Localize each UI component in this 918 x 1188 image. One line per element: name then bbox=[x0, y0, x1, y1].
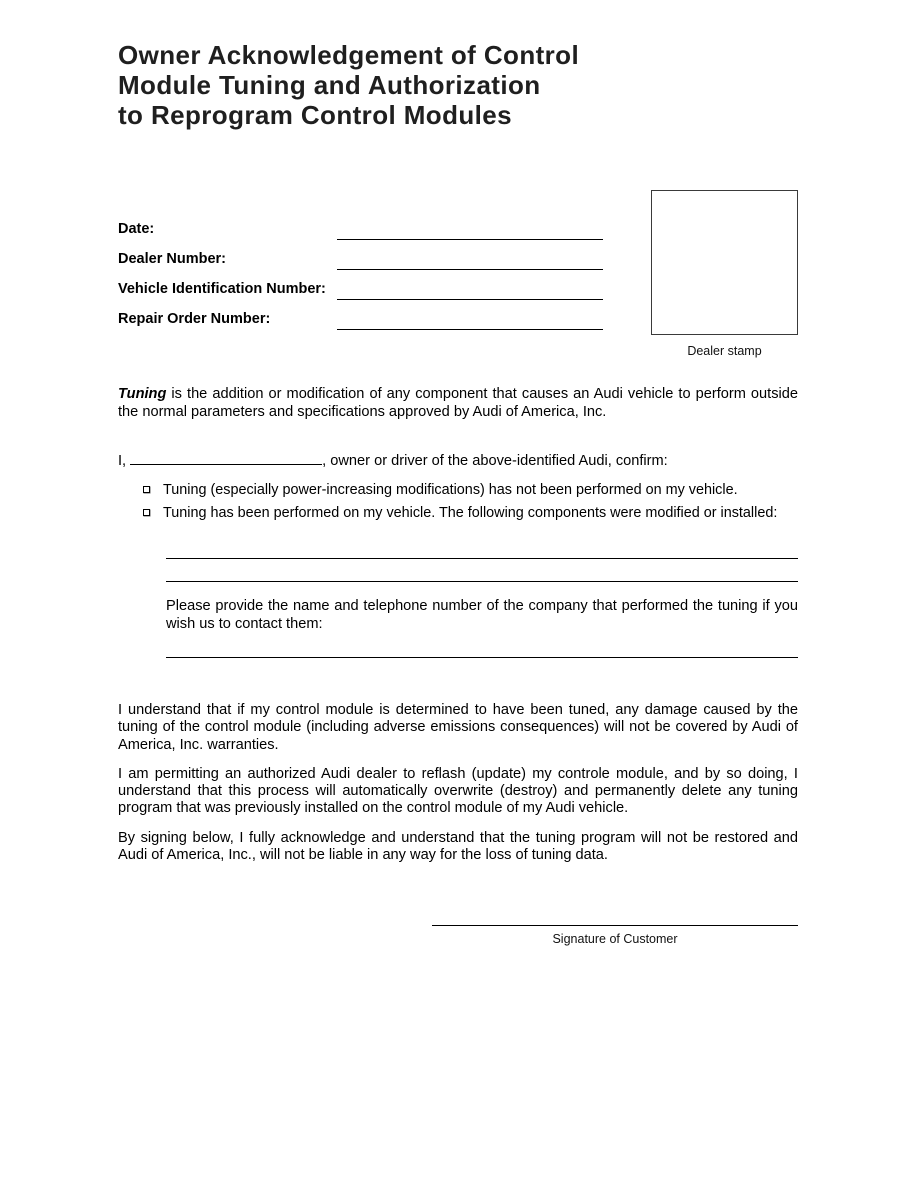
contact-note: Please provide the name and telephone number of the company that performed the tuning if you wish us to contact them: bbox=[166, 598, 798, 632]
confirmation-suffix: , owner or driver of the above-identified Audi, confirm: bbox=[322, 453, 668, 469]
paragraph-reflash-permission: I am permitting an authorized Audi dealer to reflash (update) my controle module, and by so doing, I understand that this process will automatically overwrite (destroy) and permanently delete any tuning program that was previously installed on the control module of my Audi vehicle. bbox=[118, 765, 798, 817]
field-row-repair-order bbox=[118, 300, 603, 330]
vin-input-line[interactable] bbox=[337, 278, 603, 300]
dealer-number-label: Dealer Number: bbox=[118, 251, 226, 267]
date-input-line[interactable] bbox=[337, 218, 603, 240]
checkbox-item-tuning-performed bbox=[143, 505, 798, 523]
signature-caption: Signature of Customer bbox=[552, 932, 678, 947]
header-fields-section bbox=[118, 190, 798, 358]
signature-block bbox=[432, 916, 798, 946]
page-title bbox=[118, 40, 798, 130]
repair-order-input-line[interactable] bbox=[337, 308, 603, 330]
tuning-definition-lead: Tuning bbox=[118, 386, 167, 402]
title-line-1: Owner Acknowledgement of Control bbox=[118, 40, 580, 70]
date-label: Date: bbox=[118, 221, 155, 237]
repair-order-label: Repair Order Number: bbox=[118, 311, 271, 327]
tuning-definition-paragraph bbox=[118, 386, 798, 421]
acknowledgement-paragraphs bbox=[118, 702, 798, 864]
title-line-3: to Reprogram Control Modules bbox=[118, 100, 512, 130]
customer-signature-line[interactable] bbox=[432, 916, 798, 926]
confirmation-line bbox=[118, 451, 798, 469]
checkbox-icon[interactable] bbox=[143, 486, 150, 493]
components-input-line-1[interactable] bbox=[166, 534, 798, 559]
vin-label: Vehicle Identification Number: bbox=[118, 281, 326, 297]
dealer-number-input-line[interactable] bbox=[337, 248, 603, 270]
checkbox-list bbox=[143, 482, 798, 522]
tuning-definition-rest: is the addition or modification of any component that causes an Audi vehicle to perform outside the normal parameters and specifications approved by Audi of America, Inc. bbox=[118, 386, 798, 420]
dealer-stamp-caption: Dealer stamp bbox=[687, 344, 762, 358]
fields-column bbox=[118, 190, 603, 358]
checkbox-icon[interactable] bbox=[143, 509, 150, 516]
components-input-line-2[interactable] bbox=[166, 559, 798, 582]
tuner-contact-input-line[interactable] bbox=[166, 633, 798, 658]
field-row-date bbox=[118, 210, 603, 240]
checkbox-item-no-tuning bbox=[143, 482, 798, 500]
paragraph-warranty: I understand that if my control module is determined to have been tuned, any damage caused by the tuning of the control module (including adverse emissions consequences) will not be covered by Audi of America, Inc. warranties. bbox=[118, 702, 798, 753]
field-row-vin bbox=[118, 270, 603, 300]
dealer-stamp-area bbox=[651, 190, 798, 358]
confirmation-prefix: I, bbox=[118, 453, 127, 469]
modified-components-writein bbox=[166, 534, 798, 582]
field-row-dealer-number bbox=[118, 240, 603, 270]
paragraph-liability: By signing below, I fully acknowledge and understand that the tuning program will not be restored and Audi of America, Inc., will not be liable in any way for the loss of tuning data. bbox=[118, 829, 798, 864]
checkbox-label-no-tuning: Tuning (especially power-increasing modifications) has not been performed on my vehicle. bbox=[163, 482, 738, 498]
owner-name-input-line[interactable] bbox=[130, 451, 322, 465]
dealer-stamp-box bbox=[651, 190, 798, 335]
title-line-2: Module Tuning and Authorization bbox=[118, 70, 541, 100]
checkbox-label-tuning-performed: Tuning has been performed on my vehicle. The following components were modified or installed: bbox=[163, 504, 778, 521]
